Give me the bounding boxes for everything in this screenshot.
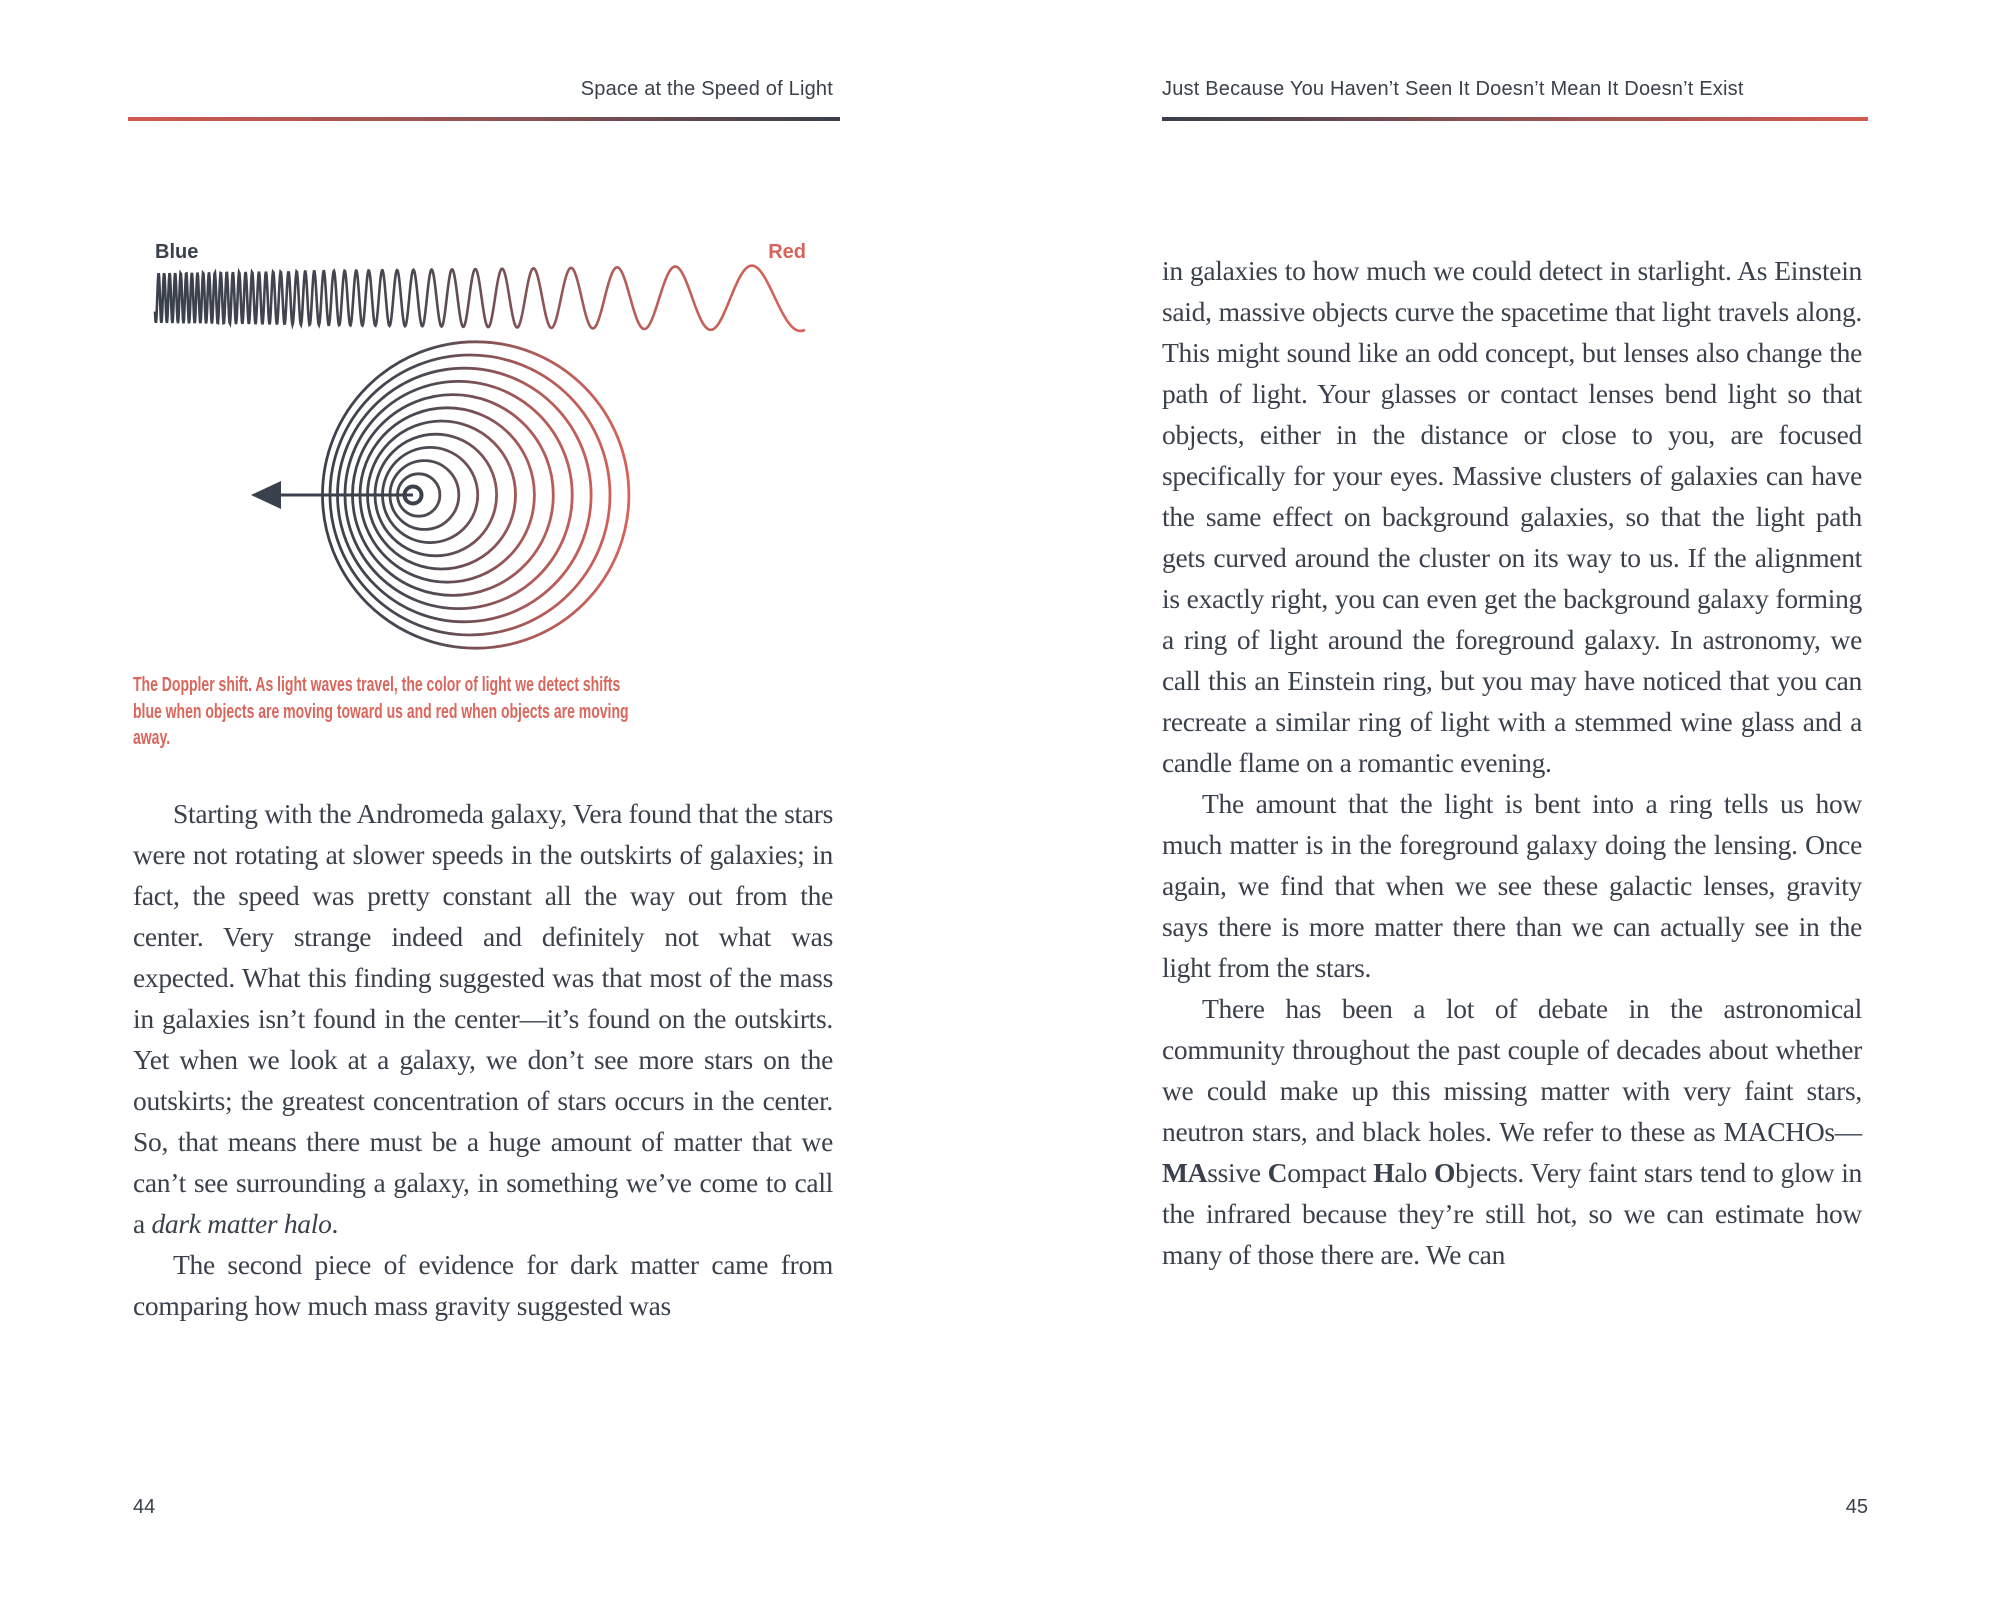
light-wave-path (155, 266, 805, 331)
blue-label: Blue (155, 241, 199, 263)
body-paragraph: The amount that the light is bent into a ring tells us how much matter is in the foreground galaxy doing the lensing. Once again, we find that when we see these galactic lenses, gravity says there is more matter there than we can actually see in the light from the stars. (1162, 788, 1862, 983)
figure-caption: The Doppler shift. As light waves travel, the color of light we detect shifts blue when objects are moving toward us and red when objects are moving away. (133, 674, 629, 749)
doppler-wavefronts-figure (235, 333, 645, 658)
body-paragraph: in galaxies to how much we could detect in starlight. As Einstein said, massive objects curve the spacetime that light travels along. This might sound like an odd concept, but lenses also change the path of light. Your glasses or contact lenses bend light so that objects, either in the distance or close to you, are focused specifically for your eyes. Massive clusters of galaxies can have the same effect on background galaxies, so that the light path gets curved around the cluster on its way to us. If the alignment is exactly right, you can even get the background galaxy forming a ring of light around the foreground galaxy. In astronomy, we call this an Einstein ring, but you may have noticed that you can recreate a similar ring of light with a stemmed wine glass and a candle flame on a romantic evening. (1162, 255, 1862, 778)
right-page-body (1162, 250, 1862, 1275)
running-head-right: Just Because You Haven’t Seen It Doesn’t Mean It Doesn’t Exist (1162, 78, 1744, 100)
body-paragraph: Starting with the Andromeda galaxy, Vera found that the stars were not rotating at slower speeds in the outskirts of galaxies; in fact, the speed was pretty constant all the way out from the center. Very strange indeed and definitely not what was expected. What this finding suggested was that most of the mass in galaxies isn’t found in the center—it’s found on the outskirts. Yet when we look at a galaxy, we don’t see more stars on the outskirts; the greatest concentration of stars occurs in the center. So, that means there must be a huge amount of matter that we can’t see surrounding a galaxy, in something we’ve come to call a dark matter halo. (133, 798, 833, 1239)
doppler-wave-figure (150, 260, 810, 340)
body-paragraph: The second piece of evidence for dark matter came from comparing how much mass gravity suggested was (133, 1249, 833, 1321)
motion-arrow-head (251, 481, 281, 509)
page-number-left: 44 (133, 1496, 156, 1518)
red-label: Red (768, 241, 806, 263)
left-page-body (133, 793, 833, 1326)
running-head-left: Space at the Speed of Light (580, 78, 833, 100)
header-rule-left (128, 117, 840, 121)
body-paragraph: There has been a lot of debate in the astronomical community throughout the past couple of decades about whether we could make up this missing matter with very faint stars, neutron stars, and black holes. We refer to these as MACHOs—MAssive Compact Halo Objects. Very faint stars tend to glow in the infrared because they’re still hot, so we can estimate how many of those there are. We can (1162, 993, 1862, 1270)
header-rule-right (1162, 117, 1868, 121)
page-number-right: 45 (1845, 1496, 1868, 1518)
